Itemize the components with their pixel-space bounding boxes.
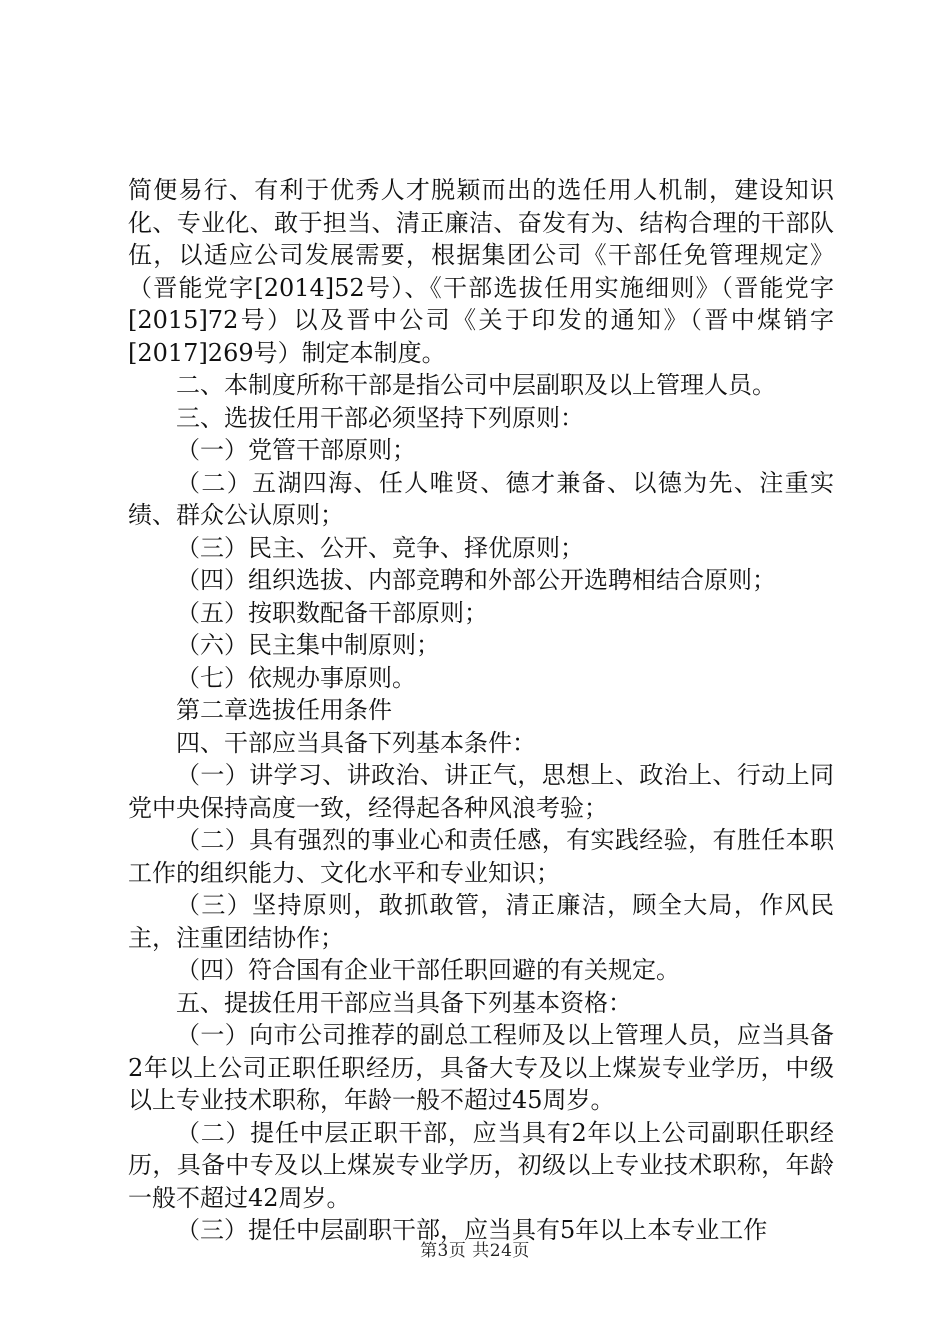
paragraph: （四）组织选拔、内部竞聘和外部公开选聘相结合原则； <box>176 566 776 594</box>
paragraph: （二）具有强烈的事业心和责任感，有实践经验，有胜任本职工作的组织能力、文化水平和专业知识； <box>128 826 834 887</box>
paragraph: （二）五湖四海、任人唯贤、德才兼备、以德为先、注重实绩、群众公认原则； <box>128 468 834 529</box>
paragraph: （三）坚持原则，敢抓敢管，清正廉洁，顾全大局，作风民主，注重团结协作； <box>128 891 834 952</box>
page-number-footer: 第3页 共24页 <box>420 1241 530 1261</box>
paragraph: 五、提拔任用干部应当具备下列基本资格： <box>176 988 632 1017</box>
paragraph: （一）党管干部原则； <box>176 436 416 464</box>
paragraph: 三、选拔任用干部必须坚持下列原则： <box>176 403 584 432</box>
paragraph: （二）提任中层正职干部，应当具有2年以上公司副职任职经历，具备中专及以上煤炭专业学历，初级以上专业技术职称，年龄一般不超过42周岁。 <box>128 1118 834 1212</box>
paragraph: （五）按职数配备干部原则； <box>176 598 488 627</box>
paragraph: 二、本制度所称干部是指公司中层副职及以上管理人员。 <box>176 371 776 399</box>
paragraph: （一）向市公司推荐的副总工程师及以上管理人员，应当具备2年以上公司正职任职经历，具备大专及以上煤炭专业学历，中级以上专业技术职称，年龄一般不超过45周岁。 <box>128 1021 834 1114</box>
paragraph: （四）符合国有企业干部任职回避的有关规定。 <box>176 956 680 984</box>
paragraph: （三）民主、公开、竞争、择优原则； <box>176 533 584 562</box>
paragraph: （七）依规办事原则。 <box>176 663 416 692</box>
paragraph: 四、干部应当具备下列基本条件： <box>176 728 536 757</box>
paragraph: 简便易行、有利于优秀人才脱颖而出的选任用人机制，建设知识化、专业化、敢于担当、清正廉洁、奋发有为、结构合理的干部队伍，以适应公司发展需要，根据集团公司《干部任免管理规定》（晋能党字[2014]52号）、《干部选拔任用实施细则》（晋能党字[2015]72号）以及晋中公司《关于印发的通知》（晋中煤销字[2017]269号）制定本制度。 <box>128 176 834 367</box>
paragraph: （三）提任中层副职干部，应当具有5年以上本专业工作 <box>176 1216 768 1244</box>
paragraph: （六）民主集中制原则； <box>176 631 440 659</box>
chapter-heading: 第二章选拔任用条件 <box>176 696 392 724</box>
paragraph: （一）讲学习、讲政治、讲正气，思想上、政治上、行动上同党中央保持高度一致，经得起各种风浪考验； <box>128 761 834 822</box>
document-body <box>128 174 834 1247</box>
